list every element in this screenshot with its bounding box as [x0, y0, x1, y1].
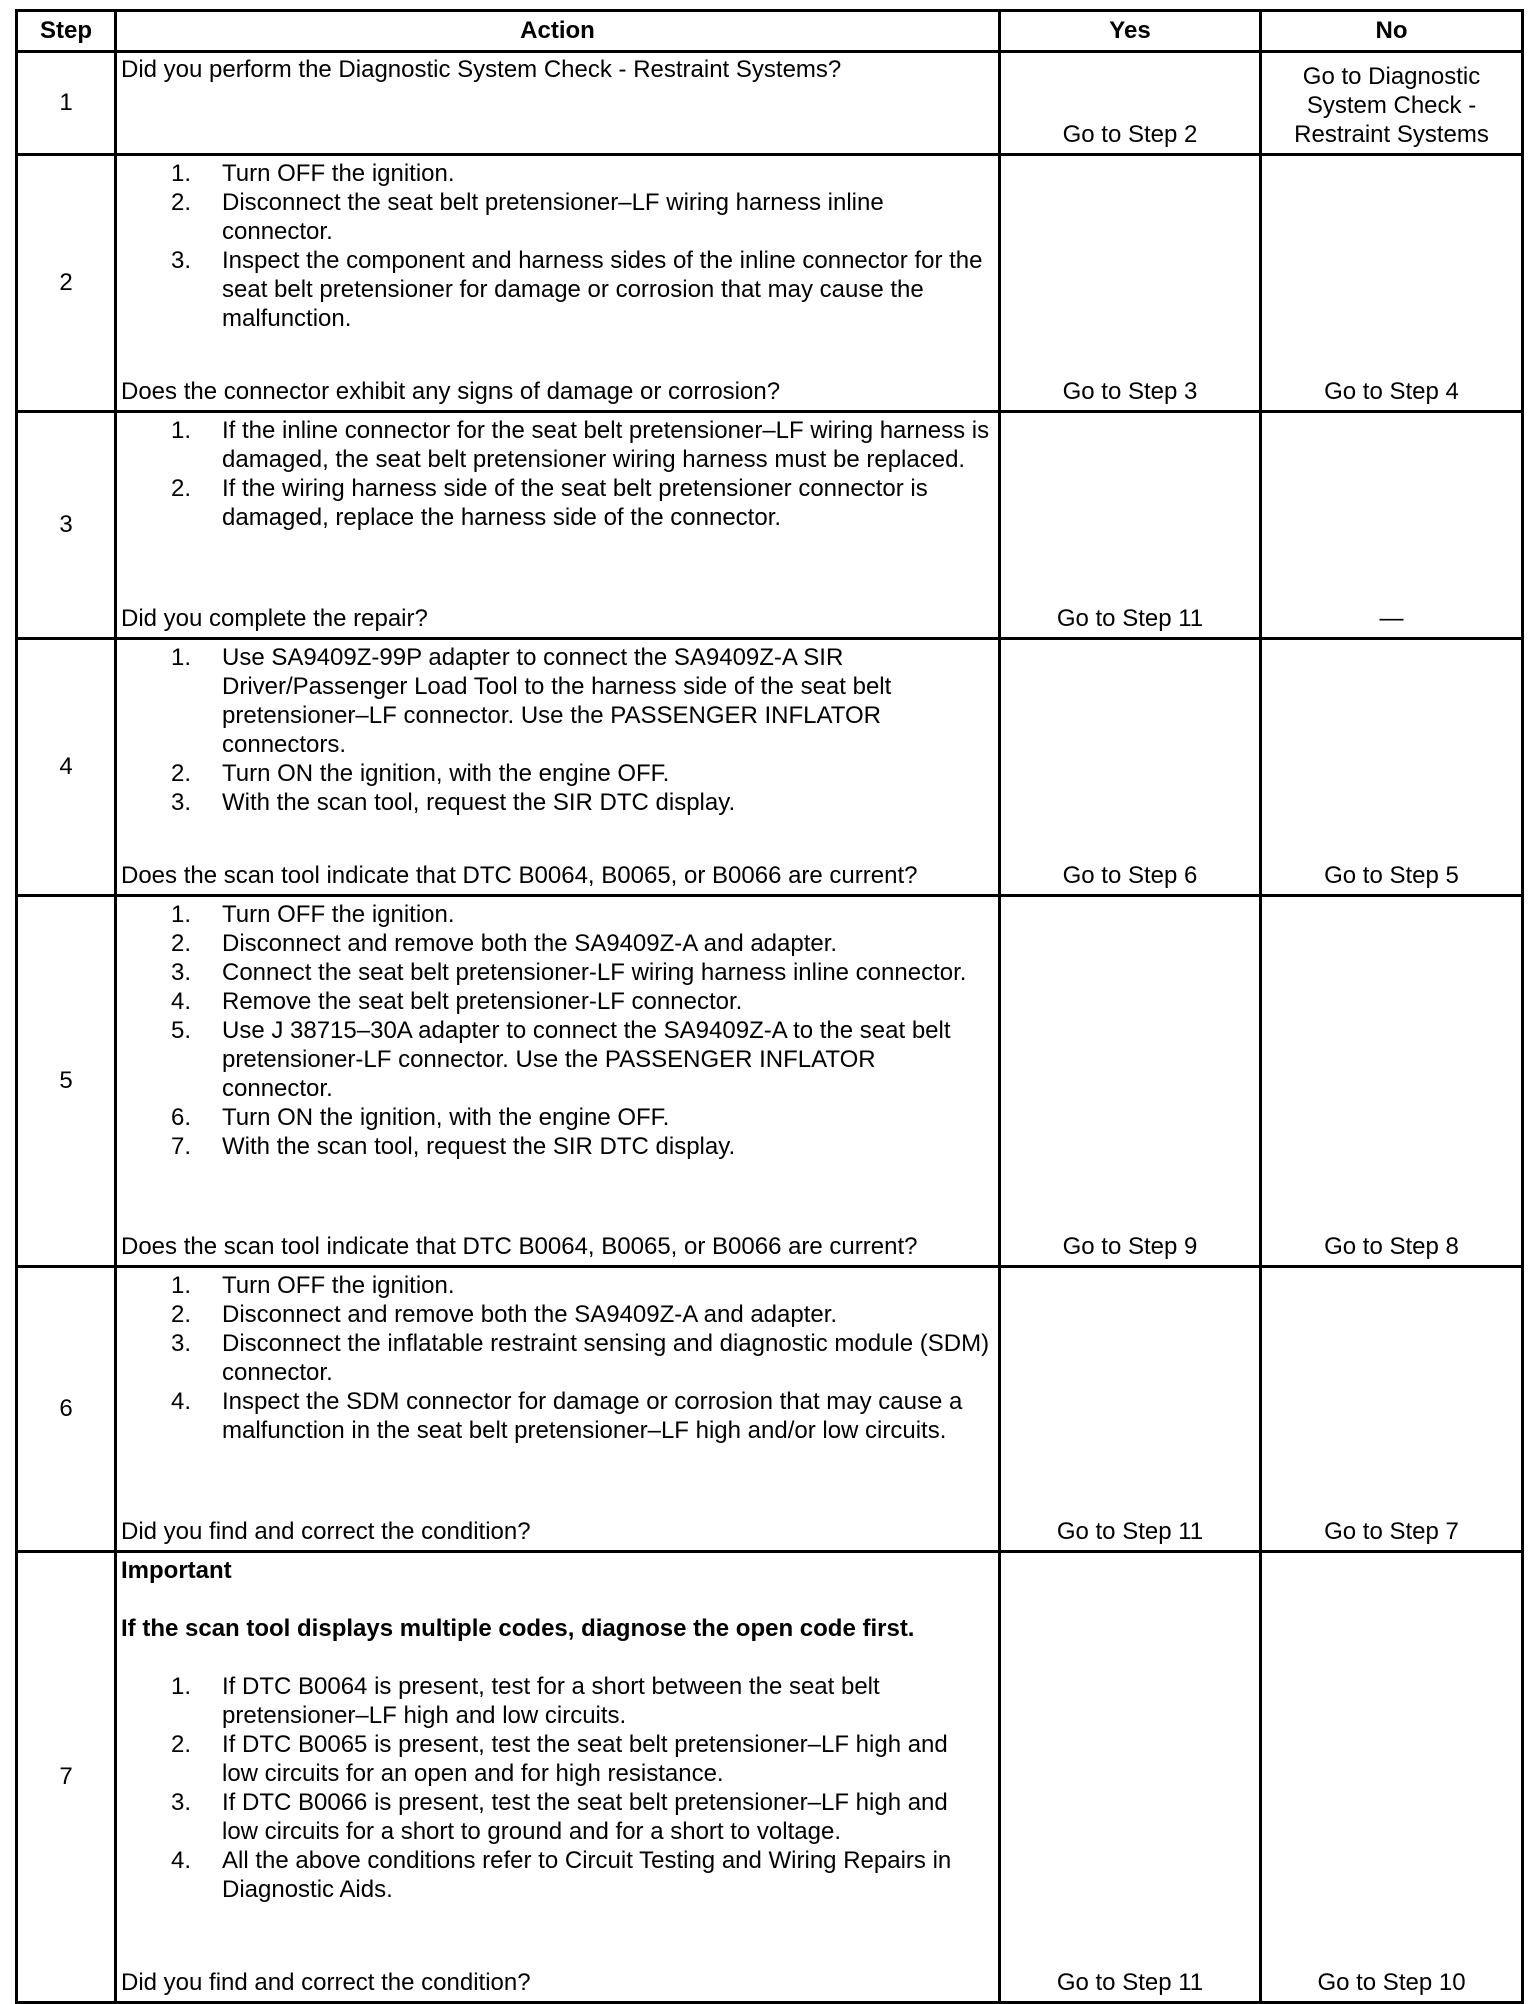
header-action: Action	[116, 11, 1000, 52]
no-cell: Go to Step 8	[1261, 896, 1523, 1267]
action-cell	[116, 412, 1000, 639]
yes-cell: Go to Step 11	[1000, 1552, 1261, 2003]
list-item: 2. Disconnect and remove both the SA9409Z-A and adapter.	[171, 930, 838, 957]
step-number: 2	[17, 155, 116, 412]
yes-cell: Go to Step 9	[1000, 896, 1261, 1267]
action-cell	[116, 896, 1000, 1267]
list-item: 1. Use SA9409Z-99P adapter to connect the SA9409Z-A SIR Driver/Passenger Load Tool to the harness side of the seat belt pretensioner–LF connector. Use the PASSENGER INFLATOR connectors.	[171, 644, 892, 758]
no-cell: Go to Step 4	[1261, 155, 1523, 412]
action-cell	[116, 52, 1000, 155]
list-item: 1. Turn OFF the ignition.	[171, 1272, 455, 1299]
header-no: No	[1261, 11, 1523, 52]
table-row	[17, 639, 1523, 896]
list-item: 2. Disconnect and remove both the SA9409Z-A and adapter.	[171, 1301, 838, 1328]
action-list	[121, 643, 990, 817]
important-note: If the scan tool displays multiple codes, diagnose the open code first.	[121, 1615, 915, 1642]
step-number: 4	[17, 639, 116, 896]
header-row	[17, 11, 1523, 52]
action-cell	[116, 155, 1000, 412]
action-list	[121, 159, 990, 333]
action-list	[121, 416, 990, 532]
action-list	[121, 900, 990, 1161]
action-cell	[116, 1267, 1000, 1552]
table-row	[17, 155, 1523, 412]
list-item: 2. If DTC B0065 is present, test the seat belt pretensioner–LF high and low circuits for an open and for high resistance.	[171, 1731, 948, 1787]
list-item: 5. Use J 38715–30A adapter to connect the SA9409Z-A to the seat belt pretensioner-LF connector. Use the PASSENGER INFLATOR connector.	[171, 1017, 951, 1102]
diagnostic-table	[15, 9, 1524, 2004]
list-item: 1. Turn OFF the ignition.	[171, 901, 455, 928]
header-step: Step	[17, 11, 116, 52]
action-cell	[116, 1552, 1000, 2003]
yes-cell: Go to Step 2	[1000, 52, 1261, 155]
no-cell: Go to Step 10	[1261, 1552, 1523, 2003]
question-text: Did you complete the repair?	[121, 605, 428, 632]
list-item: 2. If the wiring harness side of the seat belt pretensioner connector is damaged, replace the harness side of the connector.	[171, 475, 928, 531]
question-text: Does the connector exhibit any signs of damage or corrosion?	[121, 378, 781, 405]
list-item: 3. Disconnect the inflatable restraint sensing and diagnostic module (SDM) connector.	[171, 1330, 990, 1386]
action-list	[121, 1271, 990, 1445]
list-item: 4. Inspect the SDM connector for damage or corrosion that may cause a malfunction in the seat belt pretensioner–LF high and/or low circuits.	[171, 1388, 963, 1444]
list-item: 6. Turn ON the ignition, with the engine OFF.	[171, 1104, 670, 1131]
list-item: 3. Inspect the component and harness sides of the inline connector for the seat belt pretensioner for damage or corrosion that may cause the malfunction.	[171, 247, 983, 332]
question-text: Did you find and correct the condition?	[121, 1969, 531, 1996]
important-label: Important	[121, 1557, 232, 1584]
yes-cell: Go to Step 11	[1000, 1267, 1261, 1552]
action-cell	[116, 639, 1000, 896]
table-row	[17, 412, 1523, 639]
question-text: Did you perform the Diagnostic System Check - Restraint Systems?	[121, 56, 842, 83]
table-row	[17, 896, 1523, 1267]
step-number: 1	[17, 52, 116, 155]
step-number: 6	[17, 1267, 116, 1552]
no-cell: Go to Step 7	[1261, 1267, 1523, 1552]
header-yes: Yes	[1000, 11, 1261, 52]
question-text: Did you find and correct the condition?	[121, 1518, 531, 1545]
list-item: 1. Turn OFF the ignition.	[171, 160, 455, 187]
question-text: Does the scan tool indicate that DTC B0064, B0065, or B0066 are current?	[121, 862, 918, 889]
list-item: 2. Turn ON the ignition, with the engine OFF.	[171, 760, 670, 787]
list-item: 1. If DTC B0064 is present, test for a short between the seat belt pretensioner–LF high and low circuits.	[171, 1673, 880, 1729]
step-number: 5	[17, 896, 116, 1267]
step-number: 3	[17, 412, 116, 639]
table-row	[17, 52, 1523, 155]
list-item: 2. Disconnect the seat belt pretensioner–LF wiring harness inline connector.	[171, 189, 884, 245]
list-item: 4. Remove the seat belt pretensioner-LF connector.	[171, 988, 743, 1015]
question-text: Does the scan tool indicate that DTC B0064, B0065, or B0066 are current?	[121, 1233, 918, 1260]
table-row	[17, 1267, 1523, 1552]
yes-cell: Go to Step 11	[1000, 412, 1261, 639]
list-item: 4. All the above conditions refer to Circuit Testing and Wiring Repairs in Diagnostic Aids.	[171, 1847, 952, 1903]
yes-cell: Go to Step 3	[1000, 155, 1261, 412]
no-cell: Go to Step 5	[1261, 639, 1523, 896]
list-item: 1. If the inline connector for the seat belt pretensioner–LF wiring harness is damaged, the seat belt pretensioner wiring harness must be replaced.	[171, 417, 990, 473]
no-cell: —	[1261, 412, 1523, 639]
yes-cell: Go to Step 6	[1000, 639, 1261, 896]
step-number: 7	[17, 1552, 116, 2003]
list-item: 3. If DTC B0066 is present, test the seat belt pretensioner–LF high and low circuits for a short to ground and for a short to voltage.	[171, 1789, 948, 1845]
list-item: 7. With the scan tool, request the SIR DTC display.	[171, 1133, 736, 1160]
no-cell: Go to Diagnostic System Check - Restraint Systems	[1261, 52, 1523, 155]
list-item: 3. With the scan tool, request the SIR DTC display.	[171, 789, 736, 816]
table-row	[17, 1552, 1523, 2003]
list-item: 3. Connect the seat belt pretensioner-LF wiring harness inline connector.	[171, 959, 967, 986]
action-list	[121, 1672, 990, 1904]
